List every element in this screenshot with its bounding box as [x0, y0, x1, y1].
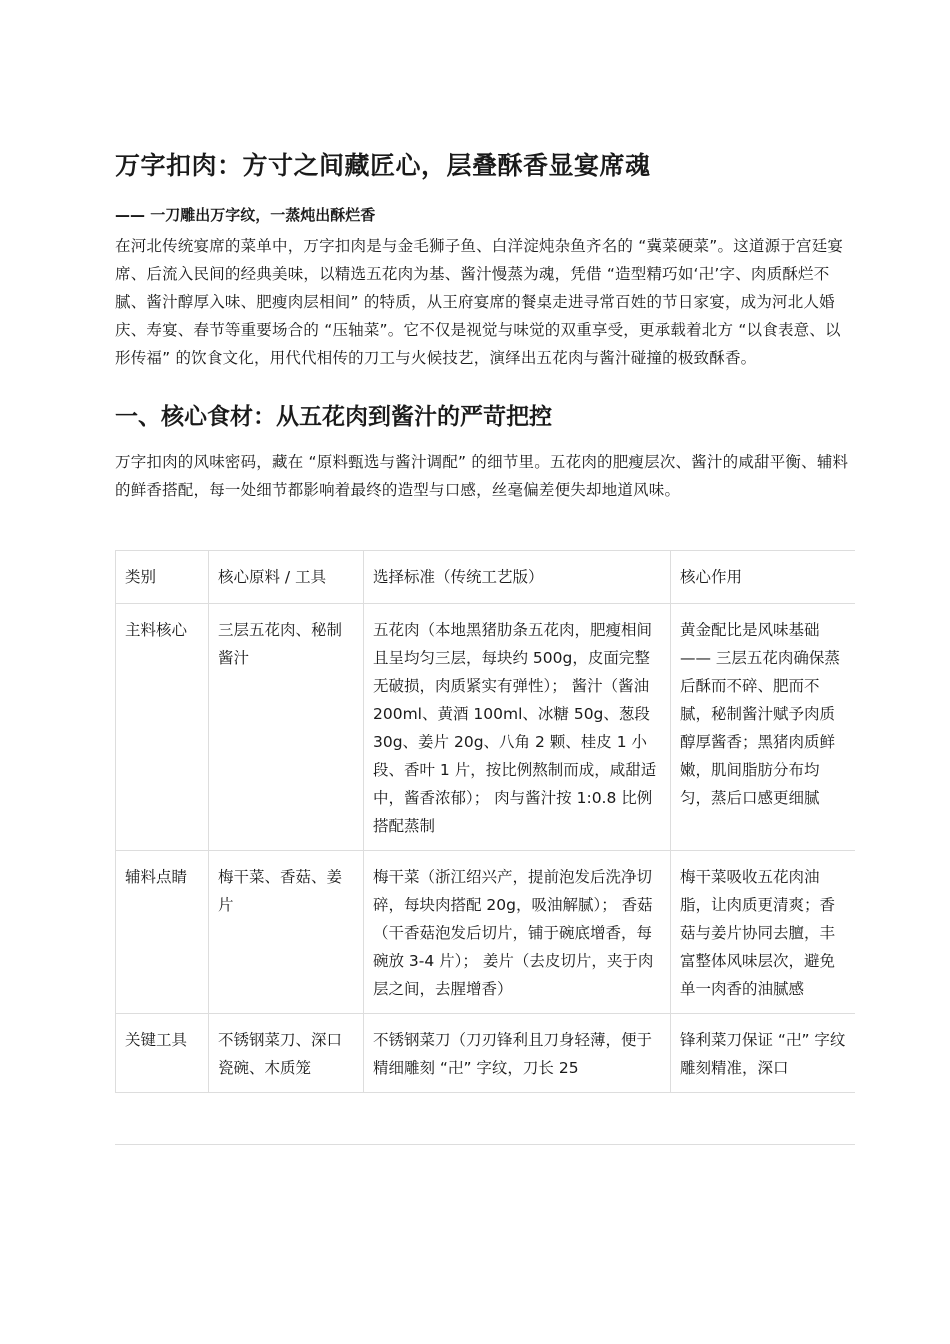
cell-category: 辅料点睛 [116, 851, 209, 1014]
cell-standard: 五花肉（本地黑猪肋条五花肉，肥瘦相间且呈均匀三层，每块约 500g，皮面完整无破损，肉质紧实有弹性）； 酱汁（酱油 200ml、黄酒 100ml、冰糖 50g、葱段 30g、姜片 20g、八角 2 颗、桂皮 1 小段、香叶 1 片，按比例熬制而成，咸甜适中，酱香浓郁）； 肉与酱汁按 1:0.8 比例搭配蒸制 [364, 604, 671, 851]
article-title: 万字扣肉：方寸之间藏匠心，层叠酥香显宴席魂 [115, 151, 651, 180]
table-row [116, 604, 856, 851]
cell-category: 主料核心 [116, 604, 209, 851]
ingredients-table-wrapper [115, 550, 855, 1145]
cell-material: 不锈钢菜刀、深口瓷碗、木质笼 [209, 1014, 364, 1093]
intro-paragraph: 在河北传统宴席的菜单中，万字扣肉是与金毛狮子鱼、白洋淀炖杂鱼齐名的 “冀菜硬菜”。这道源于宫廷宴席、后流入民间的经典美味，以精选五花肉为基、酱汁慢蒸为魂，凭借 “造型精巧如‘卍’字、肉质酥烂不腻、酱汁醇厚入味、肥瘦肉层相间” 的特质，从王府宴席的餐桌走进寻常百姓的节日家宴，成为河北人婚庆、寿宴、春节等重要场合的 “压轴菜”。它不仅是视觉与味觉的双重享受，更承载着北方 “以食表意、以形传福” 的饮食文化，用代代相传的刀工与火候技艺，演绎出五花肉与酱汁碰撞的极致酥香。 [115, 237, 844, 367]
header-role: 核心作用 [671, 551, 856, 604]
table-row [116, 1014, 856, 1093]
cell-role: 梅干菜吸收五花肉油脂，让肉质更清爽；香菇与姜片协同去膻，丰富整体风味层次，避免单一肉香的油腻感 [671, 851, 856, 1014]
header-category: 类别 [116, 551, 209, 604]
cell-standard: 不锈钢菜刀（刀刃锋利且刀身轻薄，便于精细雕刻 “卍” 字纹，刀长 25 [364, 1014, 671, 1093]
cell-category: 关键工具 [116, 1014, 209, 1093]
header-material: 核心原料 / 工具 [209, 551, 364, 604]
cell-standard: 梅干菜（浙江绍兴产，提前泡发后洗净切碎，每块肉搭配 20g，吸油解腻）； 香菇（干香菇泡发后切片，铺于碗底增香，每碗放 3-4 片）； 姜片（去皮切片，夹于肉层之间，去腥增香） [364, 851, 671, 1014]
article-subtitle: —— 一刀雕出万字纹，一蒸炖出酥烂香 [115, 206, 376, 224]
header-standard: 选择标准（传统工艺版） [364, 551, 671, 604]
cell-role: 黄金配比是风味基础 —— 三层五花肉确保蒸后酥而不碎、肥而不腻，秘制酱汁赋予肉质醇厚酱香；黑猪肉质鲜嫩，肌间脂肪分布均匀，蒸后口感更细腻 [671, 604, 856, 851]
document-page [115, 148, 855, 1145]
ingredients-table [115, 550, 855, 1093]
cell-material: 三层五花肉、秘制酱汁 [209, 604, 364, 851]
table-row [116, 851, 856, 1014]
cell-role: 锋利菜刀保证 “卍” 字纹雕刻精准，深口 [671, 1014, 856, 1093]
section-heading: 一、核心食材：从五花肉到酱汁的严苛把控 [115, 404, 552, 430]
table-header-row [116, 551, 856, 604]
cell-material: 梅干菜、香菇、姜片 [209, 851, 364, 1014]
section-paragraph: 万字扣肉的风味密码，藏在 “原料甄选与酱汁调配” 的细节里。五花肉的肥瘦层次、酱汁的咸甜平衡、辅料的鲜香搭配，每一处细节都影响着最终的造型与口感，丝毫偏差便失却地道风味。 [115, 453, 849, 499]
